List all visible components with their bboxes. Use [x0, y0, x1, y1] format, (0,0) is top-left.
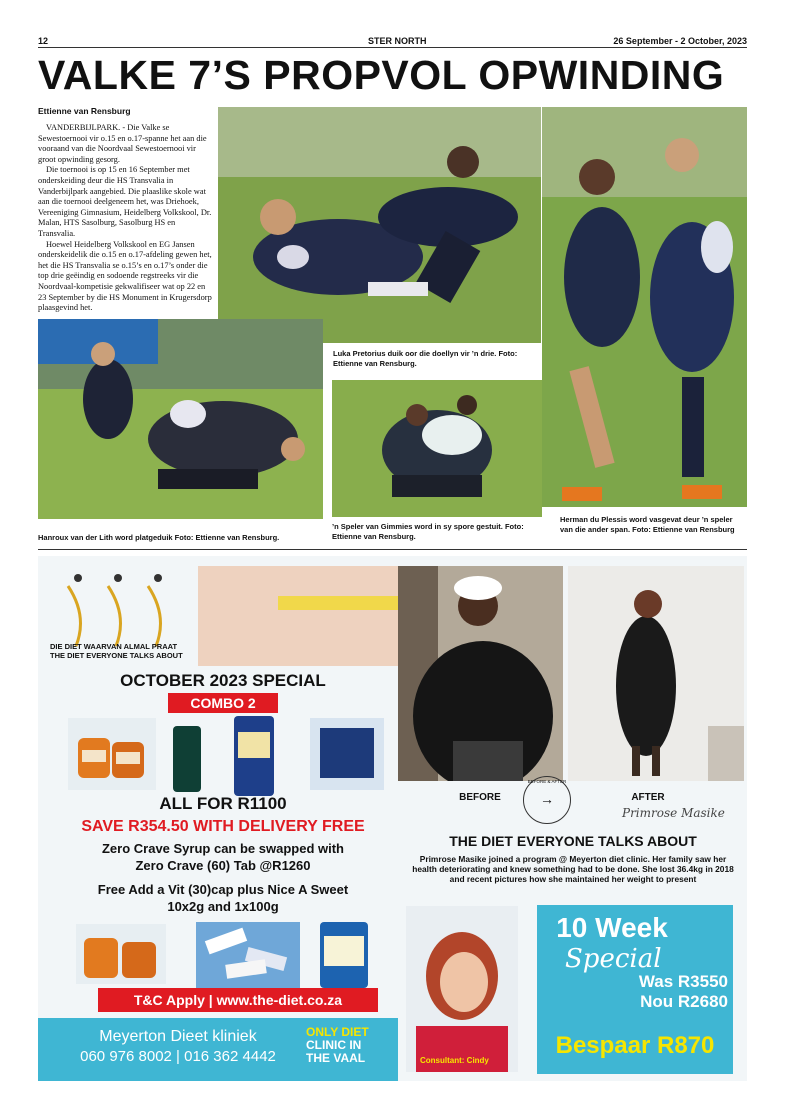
page-number: 12 — [38, 36, 49, 46]
terms-website: T&C Apply | www.the-diet.co.za — [98, 988, 378, 1012]
photo-consultant — [406, 906, 518, 1072]
only-line-3: THE VAAL — [306, 1051, 366, 1065]
now-price: Nou R2680 — [640, 992, 728, 1011]
after-label: AFTER — [631, 792, 665, 803]
logo-line-english: THE DIET EVERYONE TALKS ABOUT — [50, 651, 183, 660]
publication-name: STER NORTH — [368, 36, 427, 46]
article-headline: VALKE 7’S PROPVOL OPWINDING — [38, 52, 725, 98]
arrow-icon: → — [540, 791, 554, 807]
tagline: THE DIET EVERYONE TALKS ABOUT — [449, 833, 697, 849]
only-line-2: CLINIC IN — [306, 1038, 362, 1052]
swap-line-1: Zero Crave Syrup can be swapped with — [101, 841, 344, 856]
week-special-title: 10 Week — [556, 912, 668, 943]
article-paragraph: VANDERBIJLPARK. - Die Valke se Sewestoernooi vir o.15 en o.17-spanne het aan die vooraand van die Noordvaal Sewestoernooi vir groot opwinding gesorg. — [38, 123, 207, 164]
photo-after — [568, 566, 744, 781]
save-line: SAVE R354.50 WITH DELIVERY FREE — [81, 818, 365, 835]
swap-line-2: Zero Crave (60) Tab @R1260 — [135, 858, 311, 873]
photo-before — [398, 566, 563, 781]
caption-gimmies: ’n Speler van Gimmies word in sy spore gestuit. Foto: Ettienne van Rensburg. — [332, 522, 524, 541]
photo-herman-tackle — [542, 107, 747, 507]
logo-line-afrikaans: DIE DIET WAARVAN ALMAL PRAAT — [50, 642, 178, 651]
product-alpha-vit-2 — [76, 924, 166, 984]
article-paragraph: Die toernooi is op 15 en 16 September met onderskeiding deur die HS Transvalia in Vanderbijlpark aangebied. Die plaaslike skole wat aan die toernooi deelgeneem het, was Driehoek, Vereeniging Gimnasium, Heidelberg Volkskool, Dr. Malan, HTS Sasolburg, Sasolburg HS en Transvalia. — [38, 165, 212, 238]
photo-hanroux-tackle — [38, 319, 323, 519]
article-paragraph: Hoewel Heidelberg Volkskool en EG Jansen onderskeidelik die o.15 en o.17-afdeling gewen het, het die HS Transvalia se o.15’s en o.17’s onder die top drie geëindig en sodoende regstreeks vir die Noordvaal-kompetisie gekwalifiseer wat op 22 en 23 September by die HS Monument in Krugersdorp plaasgevind het. — [38, 239, 212, 313]
free-line-1: Free Add a Vit (30)cap plus Nice A Sweet — [97, 882, 349, 897]
photo-luka-dive — [218, 107, 541, 343]
only-clinic-note — [306, 1026, 369, 1065]
price-line: ALL FOR R1100 — [159, 794, 287, 813]
consultant-name: Consultant: Cindy — [420, 1056, 489, 1065]
caption-hanroux: Hanroux van der Lith word platgeduik Foto: Ettienne van Rensburg. — [38, 533, 280, 542]
product-alpha-vit — [68, 718, 156, 790]
header-rule — [38, 47, 747, 48]
photo-gimmies-tackle — [332, 380, 542, 517]
before-label: BEFORE — [459, 792, 501, 803]
clinic-name: Meyerton Dieet kliniek — [99, 1028, 257, 1045]
clinic-phones: 060 976 8002 | 016 362 4442 — [80, 1048, 276, 1065]
article-body — [38, 123, 213, 314]
primrose-signature: Primrose Masike — [622, 806, 725, 820]
testimonial-text: Primrose Masike joined a program @ Meyerton diet clinic. Her family saw her health deteriorating and knew something had to be done. She lost 36.4kg in 2018 and recent pictures how she maintained her weight to present — [412, 854, 734, 884]
free-line-2: 10x2g and 1x100g — [167, 899, 279, 914]
logo-tagline — [50, 642, 183, 660]
only-line-1: ONLY DIET — [306, 1025, 369, 1039]
diet-advert — [38, 556, 747, 1081]
caption-luka: Luka Pretorius duik oor die doellyn vir ’n drie. Foto: Ettienne van Rensburg. — [333, 349, 518, 368]
was-price: Was R3550 — [638, 972, 728, 991]
article-byline: Ettienne van Rensburg — [38, 106, 131, 116]
badge-text: BEFORE & AFTER — [527, 779, 567, 784]
save-price: Bespaar R870 — [555, 1032, 715, 1059]
section-rule — [38, 549, 747, 550]
special-title: OCTOBER 2023 SPECIAL — [120, 671, 326, 690]
before-after-badge — [523, 776, 571, 824]
issue-date: 26 September - 2 October, 2023 — [613, 36, 747, 46]
week-special-script: Special — [565, 944, 662, 974]
combo-badge: COMBO 2 — [168, 693, 278, 713]
product-pack — [310, 718, 384, 790]
product-lose-a-fat — [234, 716, 274, 796]
product-zero-crave — [173, 726, 201, 792]
product-nice-a-sweet — [320, 922, 368, 988]
caption-herman: Herman du Plessis word vasgevat deur ’n speler van die ander span. Foto: Ettienne van Rensburg — [560, 515, 735, 534]
product-sachets — [196, 922, 300, 988]
